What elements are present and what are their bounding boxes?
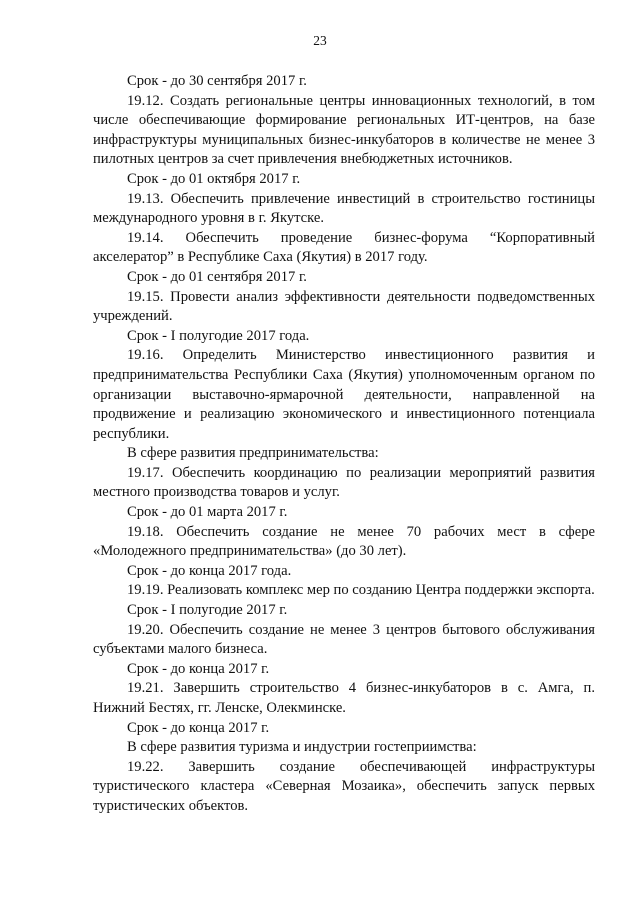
paragraph-item-19-18: 19.18. Обеспечить создание не менее 70 рабочих мест в сфере «Молодежного предпринимательства» (до 30 лет). — [93, 523, 595, 560]
paragraph-deadline: Срок - до 01 марта 2017 г. — [127, 504, 288, 521]
section-heading: В сфере развития туризма и индустрии гостеприимства: — [127, 739, 477, 756]
paragraph-deadline: Срок - I полугодие 2017 года. — [127, 327, 310, 344]
paragraph-deadline: Срок - до конца 2017 года. — [127, 562, 292, 579]
section-heading: В сфере развития предпринимательства: — [127, 445, 379, 462]
paragraph-deadline: Срок - до конца 2017 г. — [127, 660, 270, 677]
paragraph-deadline: Срок - до 01 октября 2017 г. — [127, 170, 301, 187]
paragraph-item-19-13: 19.13. Обеспечить привлечение инвестиций в строительство гостиницы международного уровня в г. Якутске. — [93, 190, 595, 227]
paragraph-item-19-14: 19.14. Обеспечить проведение бизнес-форума “Корпоративный акселератор” в Республике Саха (Якутия) в 2017 году. — [93, 229, 595, 266]
paragraph-item-19-22: 19.22. Завершить создание обеспечивающей инфраструктуры туристического кластера «Северная Мозаика», обеспечить запуск первых туристических объектов. — [93, 758, 595, 814]
paragraph-deadline: Срок - до конца 2017 г. — [127, 719, 270, 736]
paragraph-item-19-17: 19.17. Обеспечить координацию по реализации мероприятий развития местного производства товаров и услуг. — [93, 464, 595, 501]
paragraph-item-19-15: 19.15. Провести анализ эффективности деятельности подведомственных учреждений. — [93, 288, 595, 325]
paragraph-deadline: Срок - I полугодие 2017 г. — [127, 602, 288, 619]
paragraph-item-19-21: 19.21. Завершить строительство 4 бизнес-инкубаторов в с. Амга, п. Нижний Бестях, гг. Ленске, Олекминске. — [93, 680, 595, 716]
paragraph-item-19-19: 19.19. Реализовать комплекс мер по созданию Центра поддержки экспорта. — [127, 582, 595, 599]
paragraph-item-19-16: 19.16. Определить Министерство инвестиционного развития и предпринимательства Республики Саха (Якутия) уполномоченным органом по организации выставочно-ярмарочной деятельности, направленной на продвижение и реализацию экономического и инвестиционного потенциала республики. — [93, 347, 595, 442]
page-number: 23 — [313, 33, 327, 48]
paragraph-deadline: Срок - до 30 сентября 2017 г. — [127, 73, 307, 89]
paragraph-deadline: Срок - до 01 сентября 2017 г. — [127, 268, 307, 285]
paragraph-item-19-20: 19.20. Обеспечить создание не менее 3 центров бытового обслуживания субъектами малого бизнеса. — [93, 621, 595, 658]
document-body — [93, 72, 595, 817]
paragraph-item-19-12: 19.12. Создать региональные центры инновационных технологий, в том числе обеспечивающие формирование региональных ИТ-центров, на базе инфраструктуры муниципальных бизнес-инкубаторов в количестве не менее 3 пилотных центров за счет привлечения внебюджетных источников. — [93, 92, 595, 168]
